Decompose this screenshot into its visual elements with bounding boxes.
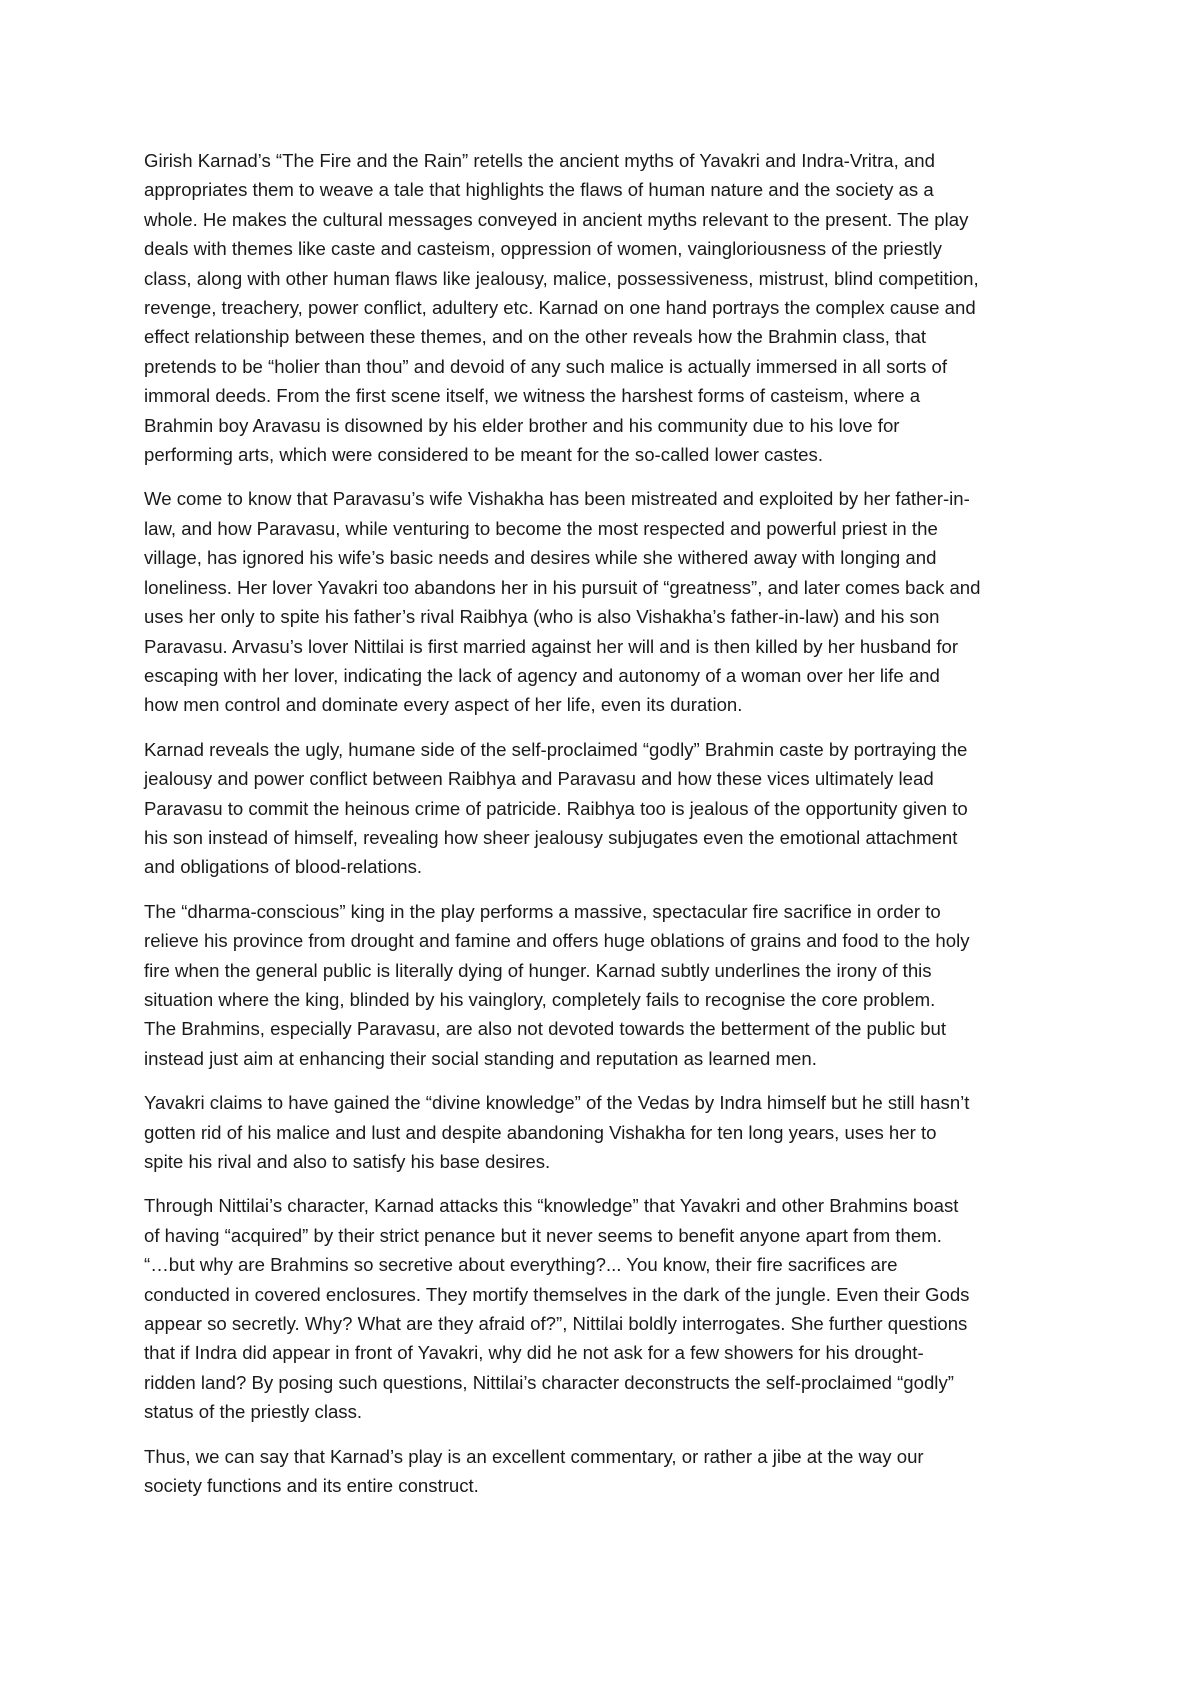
text-line: Paravasu. Arvasu’s lover Nittilai is first married against her will and is then killed by her husband for <box>144 635 959 657</box>
paragraph <box>144 1088 1049 1176</box>
text-line: performing arts, which were considered to be meant for the so-called lower castes. <box>144 444 823 466</box>
paragraph <box>144 897 1049 1073</box>
text-line: Thus, we can say that Karnad’s play is an excellent commentary, or rather a jibe at the way our <box>144 1445 924 1467</box>
paragraph <box>144 484 1049 719</box>
text-line: We come to know that Paravasu’s wife Vishakha has been mistreated and exploited by her father-in- <box>144 488 970 510</box>
text-line: spite his rival and also to satisfy his base desires. <box>144 1151 551 1172</box>
text-line: Karnad reveals the ugly, humane side of the self-proclaimed “godly” Brahmin caste by portraying the <box>144 738 968 760</box>
paragraph <box>144 735 1049 882</box>
text-line: instead just aim at enhancing their social standing and reputation as learned men. <box>144 1047 817 1069</box>
document-body <box>144 146 1049 1515</box>
text-line: that if Indra did appear in front of Yavakri, why did he not ask for a few showers for his drought- <box>144 1342 924 1364</box>
text-line: “…but why are Brahmins so secretive about everything?... You know, their fire sacrifices are <box>144 1254 898 1276</box>
text-line: Through Nittilai’s character, Karnad attacks this “knowledge” that Yavakri and other Brahmins boast <box>144 1195 959 1217</box>
text-line: gotten rid of his malice and lust and despite abandoning Vishakha for ten long years, uses her to <box>144 1121 937 1143</box>
text-line: fire when the general public is literally dying of hunger. Karnad subtly underlines the irony of this <box>144 959 932 981</box>
paragraph <box>144 1442 1049 1501</box>
text-line: The Brahmins, especially Paravasu, are also not devoted towards the betterment of the public but <box>144 1018 947 1040</box>
text-line: deals with themes like caste and casteism, oppression of women, vaingloriousness of the priestly <box>144 238 942 260</box>
text-line: status of the priestly class. <box>144 1401 363 1423</box>
text-line: effect relationship between these themes, and on the other reveals how the Brahmin class, that <box>144 326 927 348</box>
text-line: of having “acquired” by their strict penance but it never seems to benefit anyone apart from them. <box>144 1224 942 1246</box>
text-line: revenge, treachery, power conflict, adultery etc. Karnad on one hand portrays the complex cause and <box>144 297 976 319</box>
paragraph <box>144 1191 1049 1426</box>
text-line: village, has ignored his wife’s basic needs and desires while she withered away with longing and <box>144 547 937 569</box>
text-line: society functions and its entire construct. <box>144 1475 479 1497</box>
text-line: whole. He makes the cultural messages conveyed in ancient myths relevant to the present. The play <box>144 208 969 230</box>
text-line: appear so secretly. Why? What are they afraid of?”, Nittilai boldly interrogates. She further questions <box>144 1313 968 1335</box>
text-line: loneliness. Her lover Yavakri too abandons her in his pursuit of “greatness”, and later comes back and <box>144 576 981 598</box>
text-line: pretends to be “holier than thou” and devoid of any such malice is actually immersed in all sorts of <box>144 355 948 377</box>
text-line: conducted in covered enclosures. They mortify themselves in the dark of the jungle. Even their Gods <box>144 1283 970 1305</box>
text-line: situation where the king, blinded by his vainglory, completely fails to recognise the core problem. <box>144 988 936 1010</box>
text-line: appropriates them to weave a tale that highlights the flaws of human nature and the society as a <box>144 179 934 201</box>
text-line: Girish Karnad’s “The Fire and the Rain” retells the ancient myths of Yavakri and Indra-Vritra, and <box>144 150 935 171</box>
text-line: uses her only to spite his father’s rival Raibhya (who is also Vishakha’s father-in-law) and his son <box>144 606 940 628</box>
text-line: how men control and dominate every aspect of her life, even its duration. <box>144 694 743 716</box>
text-line: his son instead of himself, revealing how sheer jealousy subjugates even the emotional attachment <box>144 826 958 848</box>
text-line: Yavakri claims to have gained the “divine knowledge” of the Vedas by Indra himself but he still hasn’t <box>144 1092 970 1114</box>
text-line: class, along with other human flaws like jealousy, malice, possessiveness, mistrust, blind competition, <box>144 267 979 289</box>
text-line: escaping with her lover, indicating the lack of agency and autonomy of a woman over her life and <box>144 664 940 686</box>
paragraph <box>144 146 1049 469</box>
text-line: jealousy and power conflict between Raibhya and Paravasu and how these vices ultimately lead <box>144 768 934 790</box>
text-line: Paravasu to commit the heinous crime of patricide. Raibhya too is jealous of the opportunity given to <box>144 797 968 819</box>
text-line: and obligations of blood-relations. <box>144 856 423 878</box>
text-line: Brahmin boy Aravasu is disowned by his elder brother and his community due to his love for <box>144 414 900 436</box>
text-line: law, and how Paravasu, while venturing to become the most respected and powerful priest in the <box>144 517 938 539</box>
text-line: The “dharma-conscious” king in the play performs a massive, spectacular fire sacrifice in order to <box>144 900 941 922</box>
text-line: immoral deeds. From the first scene itself, we witness the harshest forms of casteism, where a <box>144 385 921 407</box>
text-line: ridden land? By posing such questions, Nittilai’s character deconstructs the self-proclaimed “godly” <box>144 1371 954 1393</box>
text-line: relieve his province from drought and famine and offers huge oblations of grains and food to the holy <box>144 930 970 952</box>
